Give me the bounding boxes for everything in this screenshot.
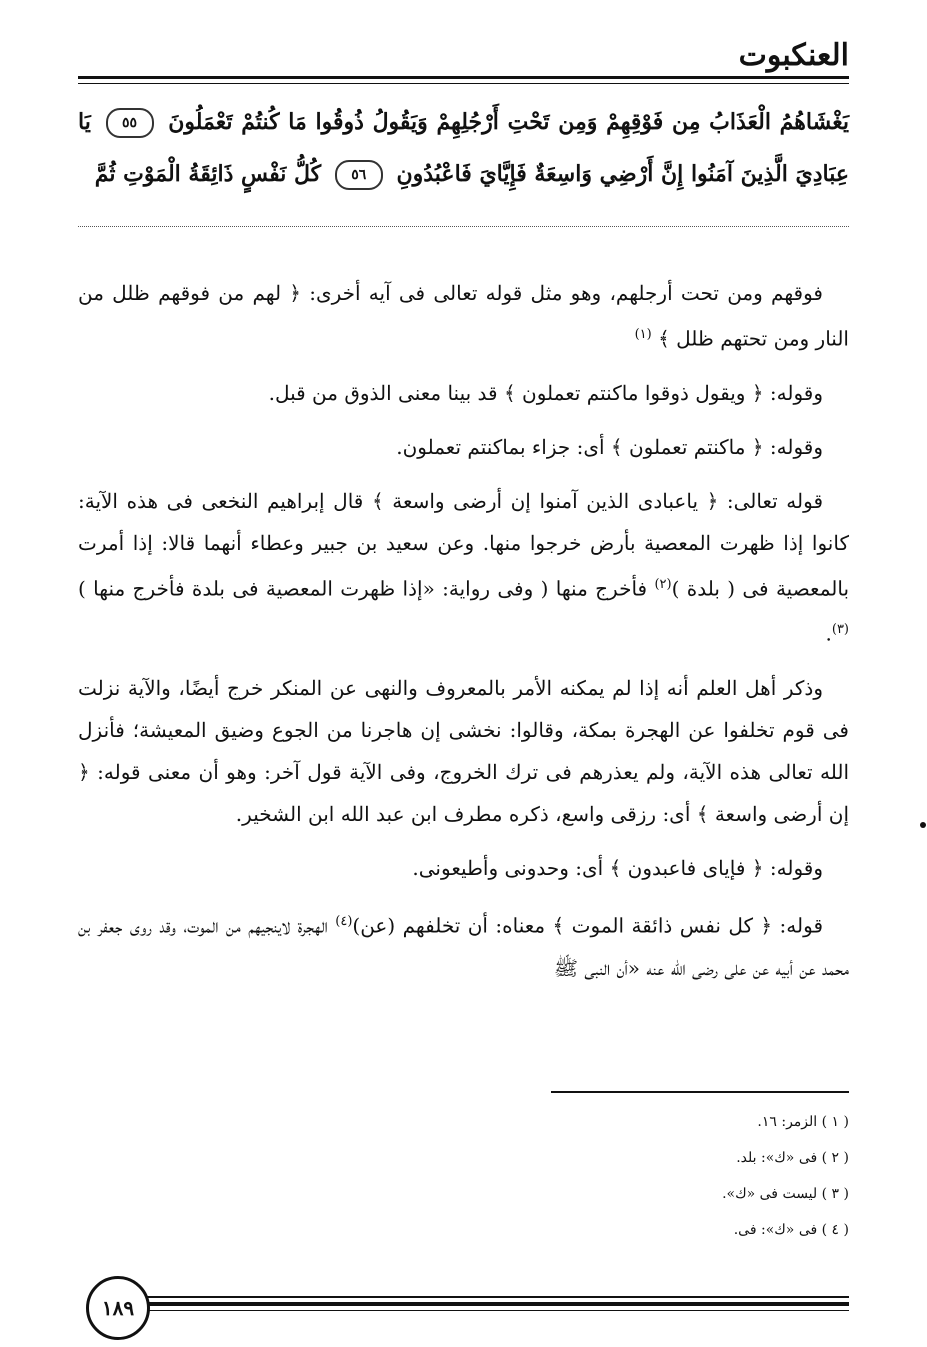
paragraph-7-text-a: قوله: ﴿ كل نفس ذائقة الموت ﴾ معناه: أن تخلفهم (عن) [352,913,824,938]
running-header-title: العنكبوت [738,38,849,73]
footnotes [249,1104,849,1248]
footnote-2: ( ٢ ) فى «ك»: بلد. [736,1150,849,1166]
paragraph-2: وقوله: ﴿ ويقول ذوقوا ماكنتم تعملون ﴾ قد بينا معنى الذوق من قبل. [268,380,823,405]
paragraph-4 [78,480,849,655]
verse-text-57: كُلُّ نَفْسٍ ذَائِقَةُ الْمَوْتِ ثُمَّ [94,161,322,187]
header-rule-thick [78,76,849,79]
paragraph-3: وقوله: ﴿ ماكنتم تعملون ﴾ أى: جزاء بماكنتم تعملون. [396,434,823,459]
verse-separator-rule [78,226,849,227]
paragraph-4-text-c: . [825,621,832,646]
paragraph-4-text-a: قوله تعالى: ﴿ ياعبادى الذين آمنوا إن أرضى واسعة ﴾ قال إبراهيم النخعى فى هذه الآية: كانوا إذا ظهرت المعصية بأرض خرجوا منها. وعن سعيد بن جبير وعطاء أنهما قالا: إذا أمرت بالمعصية فى ( بلدة ) [78,488,850,601]
quran-verses [78,96,849,200]
commentary-body [78,272,849,1001]
paragraph-7 [78,901,849,989]
footer-rule-top [140,1296,849,1298]
paragraph-1-text: فوقهم ومن تحت أرجلهم، وهو مثل قوله تعالى فى آيه أخرى: ﴿ لهم من فوقهم ظلل من النار ومن تحتهم ظلل ﴾ [78,281,849,351]
header-rule-thin [78,83,849,84]
ayah-number-55: ٥٥ [106,108,154,138]
footer-rule-thick [140,1302,849,1306]
footnote-ref-3: (٣) [831,622,849,638]
footer-rule-bottom [140,1310,849,1311]
footnote-1: ( ١ ) الزمر: ١٦. [757,1114,849,1130]
footnote-3: ( ٣ ) ليست فى «ك». [722,1186,849,1202]
footnote-ref-4: (٤) [335,913,353,929]
page-number: ١٨٩ [86,1276,150,1340]
verse-text-56: يَا عِبَادِيَ الَّذِينَ آمَنُوا إِنَّ أَرْضِي وَاسِعَةٌ فَإِيَّايَ فَاعْبُدُونِ [78,109,849,187]
verse-text-55: يَغْشَاهُمُ الْعَذَابُ مِن فَوْقِهِمْ وَمِن تَحْتِ أَرْجُلِهِمْ وَيَقُولُ ذُوقُوا مَا كُنتُمْ تَعْمَلُونَ [168,109,849,135]
footnote-separator [551,1091,849,1093]
paragraph-4-text-b: فأخرج منها ( وفى رواية: «إذا ظهرت المعصية فى بلدة فأخرج منها ) [78,576,648,601]
paragraph-1 [78,272,849,360]
paragraph-7-text-b: الهجرة لاينجيهم من الموت، وقد روى جعفر بن محمد عن أبيه عن على رضى الله عنه «أن النبى ﷺ [78,913,849,980]
ayah-number-56: ٥٦ [335,160,383,190]
footnote-ref-2: (٢) [654,576,672,592]
paragraph-6: وقوله: ﴿ فإياى فاعبدون ﴾ أى: وحدونى وأطيعونى. [412,855,823,880]
footnote-4: ( ٤ ) فى «ك»: فى. [733,1222,849,1238]
margin-dot [920,822,926,828]
footnote-ref-1: (١) [634,327,652,342]
paragraph-5: وذكر أهل العلم أنه إذا لم يمكنه الأمر بالمعروف والنهى عن المنكر خرج أيضًا، والآية نزلت فى قوم تخلفوا عن الهجرة بمكة، وقالوا: نخشى إن هاجرنا من الجوع وضيق المعيشة؛ فأنزل الله تعالى هذه الآية، ولم يعذرهم فى ترك الخروج، وفى الآية قول آخر: وهو أن معنى قوله: ﴿ إن أرضى واسعة ﴾ أى: رزقى واسع، ذكره مطرف ابن عبد الله ابن الشخير. [78,675,849,826]
